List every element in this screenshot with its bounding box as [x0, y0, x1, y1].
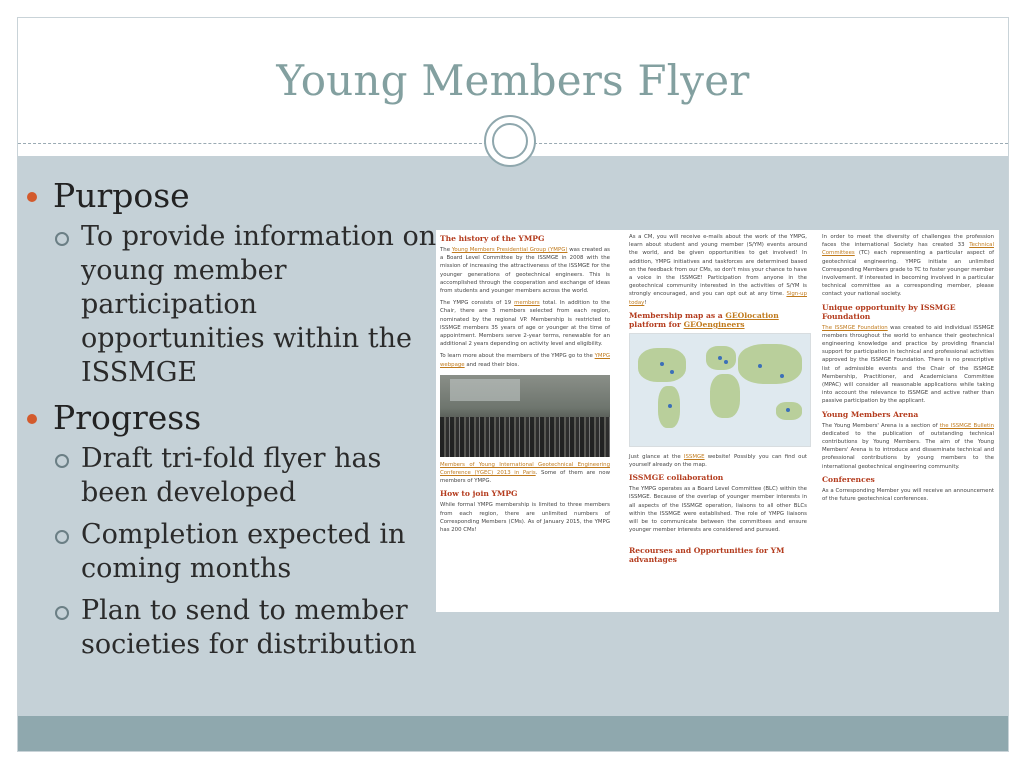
flyer-column-3 [822, 233, 994, 507]
flyer-column-2 [629, 233, 807, 567]
sub-bullet [21, 594, 441, 662]
flyer-paragraph: In order to meet the diversity of challenges the profession faces the international Society has created 33 Technical Committees (TC) each representing a particular aspect of geotechnical engineering. YMPG initiate an unlimited Corresponding Members grade to TC to foster younger member involvement. If interested in becoming involved in a particular technical committee as a corresponding member, please contact your national society. [822, 234, 994, 298]
flyer-column-1 [440, 233, 610, 538]
bullet-progress [21, 398, 441, 438]
world-map [629, 333, 811, 447]
flyer-paragraph: The YMPG operates as a Board Level Committee (BLC) within the ISSMGE. Because of the overlap of younger member interests in all aspects of the ISSMGE operation, liaisons to all other BLCs within the ISSMGE were established. The role of YMPG liaisons will be to communicate between the committees and ensure younger member interests are considered and pursued. [629, 486, 807, 534]
flyer-link[interactable]: Young Members Presidential Group (YMPG) [451, 247, 568, 253]
flyer-link[interactable]: Sign-up today [629, 291, 807, 306]
sub-bullet-text: Plan to send to member societies for distribution [81, 595, 417, 660]
bullet-dot-icon [27, 192, 37, 202]
sub-bullet-circle-icon [55, 530, 69, 544]
sub-bullet [21, 220, 441, 390]
flyer-link[interactable]: The ISSMGE Foundation [822, 324, 888, 331]
sub-bullet [21, 518, 441, 586]
sub-bullet-circle-icon [55, 606, 69, 620]
flyer-paragraph: As a Corresponding Member you will receive an announcement of the future geotechnical conferences. [822, 487, 994, 503]
flyer-link[interactable]: members [514, 300, 540, 307]
flyer-heading: Membership map as a GEOlocation platform for GEOengineers [629, 310, 779, 329]
flyer-paragraph: The Young Members' Arena is a section of the ISSMGE Bulletin dedicated to the publication of outstanding technical contributions by Young Members. The aim of the Young Members' Arena is to introduce and disseminate technical and professional contributions by young members to the international geotechnical engineering community. [822, 422, 994, 470]
flyer-paragraph: To learn more about the members of the YMPG go to the YMPG webpage and read their bios. [440, 353, 610, 368]
footer-band [18, 716, 1008, 751]
flyer-paragraph: Just glance at the ISSMGE website! Possibly you can find out yourself already on the map. [629, 453, 807, 469]
flyer-paragraph: The YMPG consists of 19 members total. In addition to the Chair, there are 3 members selected from each region, nominated by the regional VP. Membership is restricted to ISSMGE members 35 years of age or younger at the time of appointment. Members serve 2-year terms, renewable for an additional 2 years depending on activity level and eligibility. [440, 300, 610, 348]
bullet-label: Purpose [53, 176, 190, 215]
flyer-paragraph: The Young Members Presidential Group (YMPG) was created as a Board Level Committee by the ISSMGE in 2008 with the mission of increasing the attractiveness of the ISSMGE for the younger generations of geotechnical engineers. This is accomplished through the cooperation and exchange of ideas from students and younger members across the world. [440, 247, 610, 295]
ornament-ring-inner [492, 123, 528, 159]
flyer-heading: How to join YMPG [440, 489, 518, 499]
slide-title: Young Members Flyer [276, 56, 750, 105]
bullet-label: Progress [53, 398, 202, 437]
flyer-heading: Recourses and Opportunities for YM advantages [629, 546, 785, 565]
flyer-heading: Conferences [822, 474, 875, 484]
flyer-image [436, 230, 999, 612]
flyer-heading: Unique opportunity by ISSMGE Foundation [822, 302, 956, 321]
flyer-heading: The history of the YMPG [440, 234, 545, 243]
flyer-paragraph: As a CM, you will receive e-mails about the work of the YMPG, learn about student and young member (S/YM) events around the world, and be given opportunities to get involved! In addition, YMPG initiatives and taskforces are determined based on the feedback from our CMs, so don't miss your chance to have a voice in the ISSMGE! Participation from anyone in the geotechnical community interested in the activities of S/YM is strongly encouraged, and you can opt out at any time. Sign-up today! [629, 234, 807, 306]
sub-bullet-text: To provide information on young member participation opportunities within the ISSMGE [81, 221, 437, 388]
flyer-link[interactable]: ISSMGE [683, 453, 705, 460]
flyer-heading: ISSMGE collaboration [629, 473, 724, 483]
bullet-dot-icon [27, 414, 37, 424]
flyer-link[interactable]: Members of Young International Geotechnical Engineering Conference (YGEC) 2013 in Paris [440, 461, 610, 477]
slide-frame [17, 17, 1009, 752]
flyer-link[interactable]: the ISSMGE Bulletin [939, 422, 994, 429]
flyer-paragraph: The ISSMGE Foundation was created to aid individual ISSMGE members throughout the world to enhance their geotechnical engineering knowledge and practice by providing financial support for participation in technical and professional activities approved by the ISSMGE Foundation. There is no prescriptive list of admissible events and the Chair of the ISSMGE Membership, Practitioner, and Academicians Committee (MPAC) will consider all reasonable applications while taking into account the relevance to ISSMGE and active rather than passive participation by the applicant. [822, 324, 994, 405]
photo-caption: Members of Young International Geotechnical Engineering Conference (YGEC) 2013 in Paris. Some of them are now members of YMPG. [440, 461, 610, 485]
sub-bullet-text: Completion expected in coming months [81, 519, 406, 584]
flyer-heading: Young Members Arena [822, 409, 919, 419]
flyer-link[interactable]: YMPG webpage [440, 353, 610, 368]
flyer-paragraph: While formal YMPG membership is limited to three members from each region, there are unlimited numbers of Corresponding Members (CMs). As of January 2015, the YMPG has 200 CMs! [440, 502, 610, 534]
sub-bullet-circle-icon [55, 232, 69, 246]
group-photo [440, 375, 610, 457]
sub-bullet-circle-icon [55, 454, 69, 468]
ornament-ring-icon [484, 115, 536, 167]
sub-bullet [21, 442, 441, 510]
flyer-link[interactable]: Technical Committees [822, 242, 994, 257]
sub-bullet-text: Draft tri-fold flyer has been developed [81, 443, 382, 508]
bullet-list [21, 176, 441, 670]
bullet-purpose [21, 176, 441, 216]
